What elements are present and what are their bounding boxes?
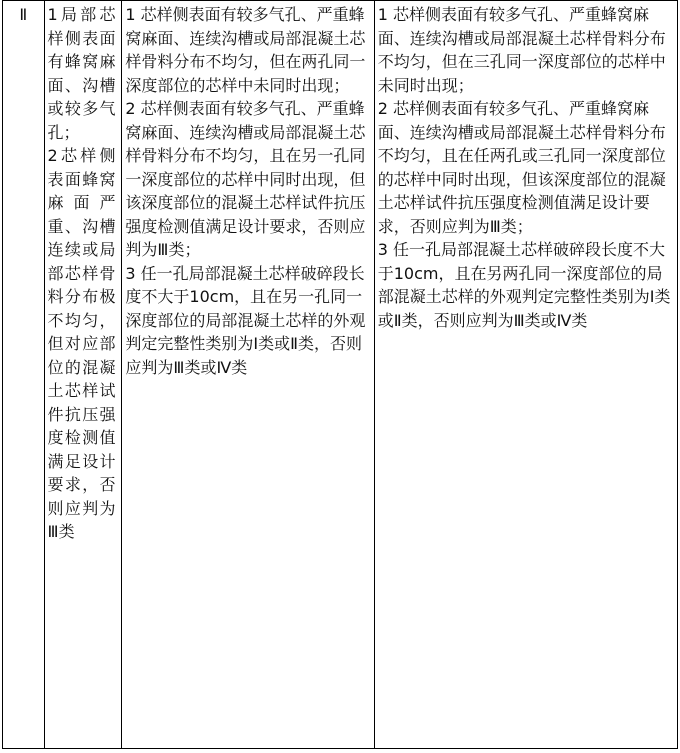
criterion-1: 1 芯样侧表面有较多气孔、严重蜂窝麻面、连续沟槽或局部混凝土芯样骨料分布不均匀，但在两孔同一深度部位的芯样中未同时出现； — [125, 5, 366, 95]
class-label: Ⅱ — [19, 5, 28, 24]
criterion-2: 2芯样侧表面蜂窝麻面严重、沟槽连续或局部芯样骨料分布极不均匀，但对应部位的混凝土芯样试件抗压强度检测值满足设计要求，否则应判为Ⅲ类 — [47, 146, 116, 541]
integrity-classification-table — [2, 0, 678, 749]
criterion-1: 1 芯样侧表面有较多气孔、严重蜂窝麻面、连续沟槽或局部混凝土芯样骨料分布不均匀，但在三孔同一深度部位的芯样中未同时出现； — [377, 5, 666, 95]
criterion-2: 2 芯样侧表面有较多气孔、严重蜂窝麻面、连续沟槽或局部混凝土芯样骨料分布不均匀，且在另一孔同一深度部位的芯样中同时出现，但该深度部位的混凝土芯样试件抗压强度检测值满足设计要求，否则应判为Ⅲ类； — [125, 99, 366, 259]
three-hole-criteria-cell — [374, 1, 677, 749]
criterion-3: 3 任一孔局部混凝土芯样破碎段长度不大于10cm，且在另两孔同一深度部位的局部混凝土芯样的外观判定完整性类别为Ⅰ类或Ⅱ类，否则应判为Ⅲ类或Ⅳ类 — [377, 240, 671, 330]
single-hole-criteria-cell — [44, 1, 122, 749]
two-hole-criteria-cell — [122, 1, 374, 749]
criterion-2: 2 芯样侧表面有较多气孔、严重蜂窝麻面、连续沟槽或局部混凝土芯样骨料分布不均匀，且在任两孔或三孔同一深度部位的芯样中同时出现，但该深度部位的混凝土芯样试件抗压强度检测值满足设计要求，否则应判为Ⅲ类； — [377, 99, 666, 236]
criterion-1: 1局部芯样侧表面有蜂窝麻面、沟槽或较多气孔； — [47, 5, 116, 142]
table-row — [3, 1, 678, 749]
criterion-3: 3 任一孔局部混凝土芯样破碎段长度不大于10cm，且在另一孔同一深度部位的局部混凝土芯样的外观判定完整性类别为Ⅰ类或Ⅱ类，否则应判为Ⅲ类或Ⅳ类 — [125, 263, 366, 377]
class-cell — [3, 1, 45, 749]
